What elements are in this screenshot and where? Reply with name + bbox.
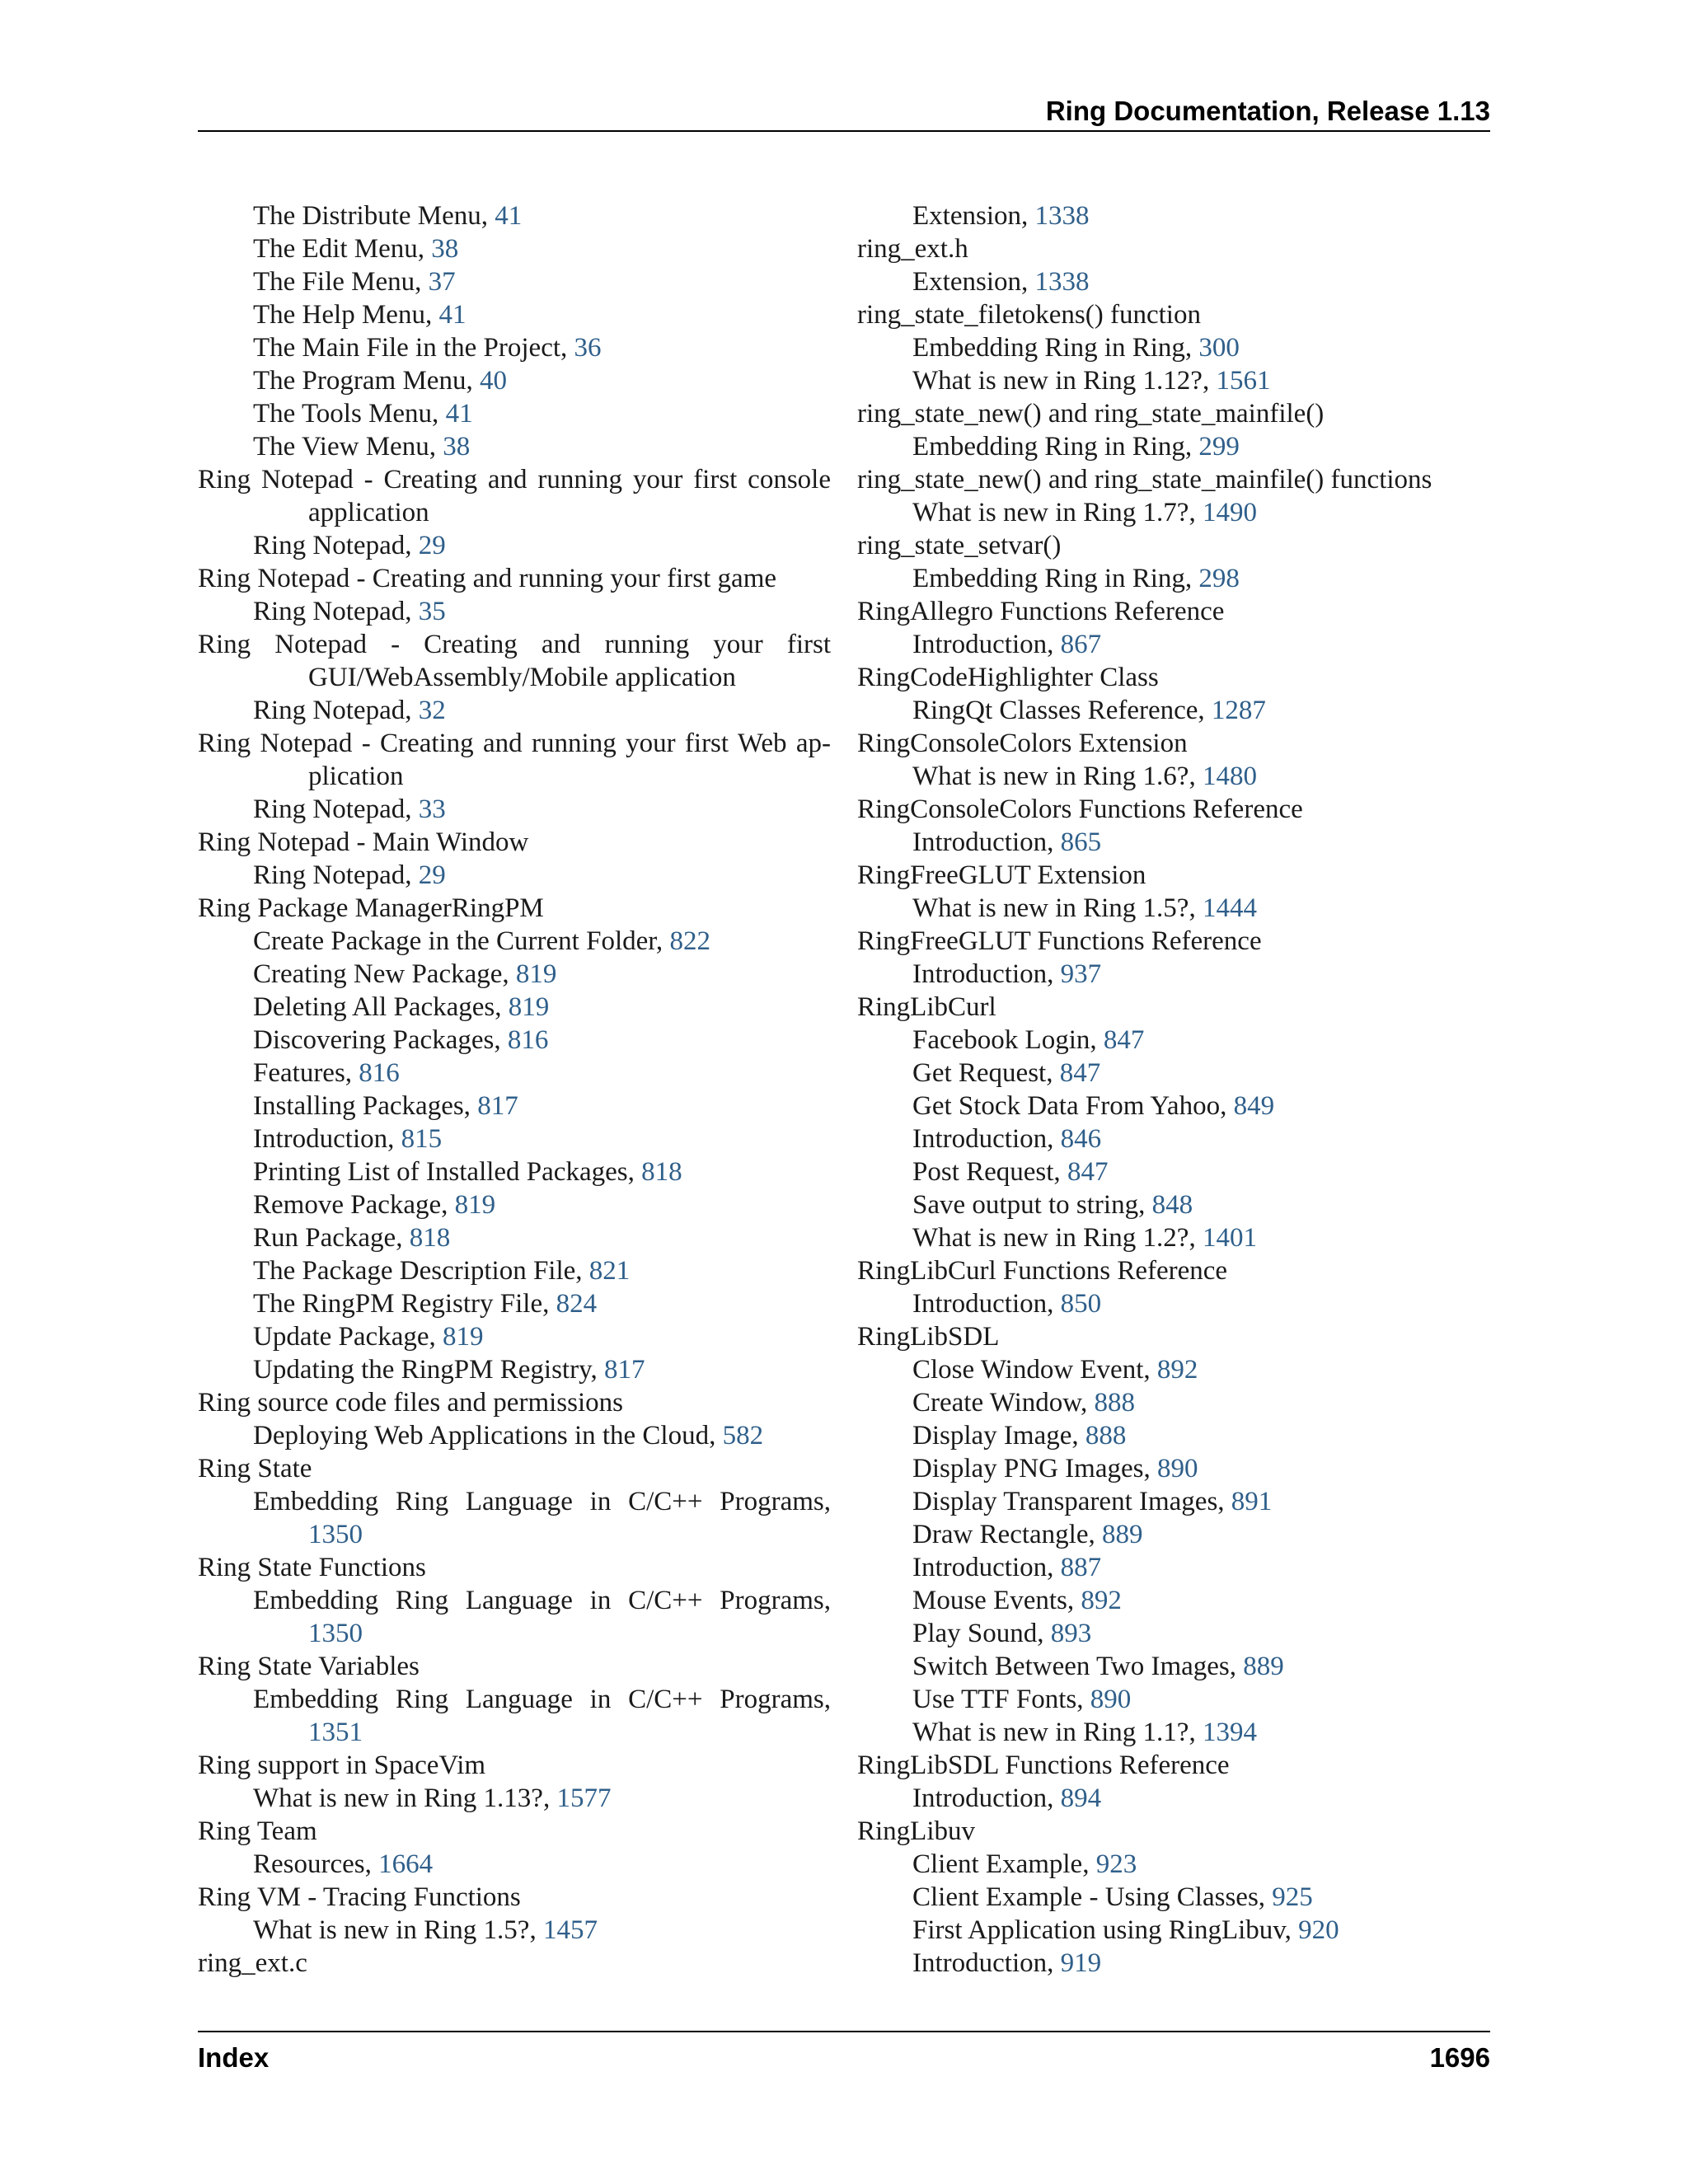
page-link[interactable]: 925 (1272, 1882, 1313, 1912)
index-subentry (857, 1650, 1490, 1683)
index-term (857, 595, 1490, 628)
entry-text: The View Menu, (253, 432, 443, 462)
entry-text: Switch Between Two Images, (912, 1652, 1244, 1681)
index-term (857, 1254, 1490, 1287)
index-term (198, 1815, 831, 1848)
index-term (857, 1320, 1490, 1353)
page-link[interactable]: 919 (1060, 1948, 1102, 1978)
page-footer (198, 2031, 1490, 2074)
index-term (857, 1815, 1490, 1848)
index-subentry (198, 397, 831, 430)
index-term (857, 1749, 1490, 1782)
index-term (857, 859, 1490, 892)
entry-text: The File Menu, (253, 267, 429, 297)
entry-text: Embedding Ring in Ring, (912, 432, 1199, 462)
entry-text: Introduction, (912, 1289, 1061, 1319)
entry-text: Extension, (912, 201, 1035, 231)
entry-text: ring_ext.h (857, 234, 968, 264)
entry-text: Embedding Ring in Ring, (912, 333, 1199, 363)
index-subentry (857, 1287, 1490, 1320)
page-link[interactable]: 865 (1060, 827, 1102, 857)
index-subentry (198, 1057, 831, 1090)
entry-text: ring_state_new() and ring_state_mainfile() functions (857, 465, 1432, 494)
index-subentry (857, 1716, 1490, 1749)
entry-text: Update Package, (253, 1322, 443, 1352)
document-title: Ring Documentation, Release 1.13 (1045, 96, 1490, 126)
page-link[interactable]: 41 (495, 201, 523, 231)
entry-text: The Main File in the Project, (253, 333, 574, 363)
index-term (198, 463, 831, 496)
entry-text: What is new in Ring 1.6?, (912, 762, 1203, 791)
page-link[interactable]: 822 (669, 926, 710, 956)
index-subentry (198, 1155, 831, 1188)
index-term (198, 1881, 831, 1914)
page-link[interactable]: 1351 (308, 1718, 363, 1747)
index-term (198, 727, 831, 760)
page-link[interactable]: 38 (431, 234, 459, 264)
page-link[interactable]: 1287 (1211, 696, 1266, 725)
page-link[interactable]: 849 (1233, 1091, 1275, 1121)
entry-text: Ring Notepad, (253, 696, 419, 725)
index-subentry (857, 1057, 1490, 1090)
index-subentry (198, 364, 831, 397)
entry-text: RingLibCurl Functions Reference (857, 1256, 1228, 1286)
entry-text: What is new in Ring 1.5?, (253, 1915, 543, 1945)
page-link[interactable]: 819 (508, 992, 550, 1022)
index-term (198, 1452, 831, 1485)
page-link[interactable]: 847 (1103, 1025, 1145, 1055)
index-subentry (857, 1518, 1490, 1551)
index-subentry (857, 1024, 1490, 1057)
entry-text: Display Transparent Images, (912, 1487, 1231, 1516)
index-term (857, 727, 1490, 760)
index-subentry (857, 562, 1490, 595)
index-term (857, 925, 1490, 958)
entry-text: Ring Notepad - Main Window (198, 827, 529, 857)
entry-text: Ring support in SpaceVim (198, 1750, 486, 1780)
entry-text: Use TTF Fonts, (912, 1685, 1090, 1714)
index-subentry (198, 1848, 831, 1881)
entry-text: Ring Notepad - Creating and running your first (198, 630, 831, 659)
entry-text: Draw Rectangle, (912, 1520, 1102, 1549)
entry-text: Ring Notepad, (253, 531, 419, 560)
entry-text: Extension, (912, 267, 1035, 297)
index-subentry (857, 1155, 1490, 1188)
entry-text: The Package Description File, (253, 1256, 589, 1286)
index-subentry (198, 298, 831, 331)
entry-text: RingLibSDL Functions Reference (857, 1750, 1230, 1780)
page-link[interactable]: 893 (1050, 1619, 1092, 1648)
entry-text: Introduction, (912, 630, 1061, 659)
page-link[interactable]: 32 (418, 696, 446, 725)
entry-text: Ring Notepad, (253, 794, 419, 824)
page-link[interactable]: 41 (438, 300, 467, 330)
entry-text: The Program Menu, (253, 366, 480, 396)
entry-text: Ring Notepad, (253, 860, 419, 890)
page-link[interactable]: 1444 (1202, 893, 1257, 923)
index-subentry (198, 991, 831, 1024)
index-subentry (198, 430, 831, 463)
entry-text: Remove Package, (253, 1190, 455, 1220)
page-link[interactable]: 1664 (378, 1849, 434, 1879)
index-subentry (857, 1881, 1490, 1914)
entry-text: What is new in Ring 1.1?, (912, 1718, 1203, 1747)
index-subentry (198, 1320, 831, 1353)
page-link[interactable]: 867 (1060, 630, 1102, 659)
entry-text: Ring Package ManagerRingPM (198, 893, 544, 923)
index-column-left (198, 199, 831, 1980)
entry-text: plication (308, 762, 404, 791)
page-link[interactable]: 817 (603, 1355, 645, 1385)
index-subentry (857, 199, 1490, 232)
page-link[interactable]: 923 (1095, 1849, 1137, 1879)
index-subentry (198, 1914, 831, 1947)
entry-text: Printing List of Installed Packages, (253, 1157, 642, 1187)
page-link[interactable]: 37 (428, 267, 456, 297)
index-subentry (857, 628, 1490, 661)
page-link[interactable]: 1350 (308, 1520, 363, 1549)
index-continuation (198, 1617, 831, 1650)
index-subentry (198, 1090, 831, 1122)
entry-text: Updating the RingPM Registry, (253, 1355, 604, 1385)
entry-text: Create Window, (912, 1388, 1095, 1418)
index-term (857, 529, 1490, 562)
page-link[interactable]: 819 (515, 959, 557, 989)
index-subentry (198, 1782, 831, 1815)
entry-text: Introduction, (912, 827, 1061, 857)
entry-text: Introduction, (912, 1553, 1061, 1582)
entry-text: Mouse Events, (912, 1586, 1081, 1615)
page-link[interactable]: 299 (1198, 432, 1240, 462)
page-link[interactable]: 38 (443, 432, 471, 462)
index-subentry (198, 958, 831, 991)
page-link[interactable]: 920 (1298, 1915, 1339, 1945)
entry-text: Embedding Ring Language in C/C++ Programs, (253, 1487, 831, 1516)
index-column-right (857, 199, 1490, 1980)
index-subentry (857, 1188, 1490, 1221)
page-link[interactable]: 891 (1231, 1487, 1273, 1516)
page-link[interactable]: 1561 (1216, 366, 1271, 396)
index-subentry (857, 1221, 1490, 1254)
entry-text: Ring State Functions (198, 1553, 426, 1582)
page-link[interactable]: 850 (1060, 1289, 1102, 1319)
page-link[interactable]: 1457 (542, 1915, 598, 1945)
index-subentry (857, 958, 1490, 991)
entry-text: Resources, (253, 1849, 379, 1879)
index-subentry (857, 265, 1490, 298)
entry-text: Features, (253, 1058, 359, 1088)
entry-text: Discovering Packages, (253, 1025, 508, 1055)
index-subentry (198, 595, 831, 628)
index-subentry (198, 1353, 831, 1386)
entry-text: RingFreeGLUT Functions Reference (857, 926, 1262, 956)
index-subentry (857, 1386, 1490, 1419)
index-subentry (198, 694, 831, 727)
entry-text: The Edit Menu, (253, 234, 432, 264)
index-subentry (857, 430, 1490, 463)
page-link[interactable]: 821 (588, 1256, 631, 1286)
index-subentry (198, 793, 831, 826)
entry-text: The Help Menu, (253, 300, 439, 330)
index-continuation (198, 760, 831, 793)
entry-text: Embedding Ring Language in C/C++ Programs, (253, 1586, 831, 1615)
entry-text: Ring Notepad, (253, 597, 419, 626)
page-link[interactable]: 1401 (1202, 1223, 1257, 1253)
index-term (198, 628, 831, 661)
index-term (198, 826, 831, 859)
page-link[interactable]: 846 (1060, 1124, 1102, 1154)
entry-text: What is new in Ring 1.5?, (912, 893, 1203, 923)
page-link[interactable]: 887 (1060, 1553, 1102, 1582)
entry-text: ring_state_setvar() (857, 531, 1062, 560)
page-link[interactable]: 892 (1156, 1355, 1198, 1385)
index-subentry (198, 1287, 831, 1320)
page-link[interactable]: 1338 (1034, 201, 1090, 231)
entry-text: Deleting All Packages, (253, 992, 509, 1022)
index-term (857, 397, 1490, 430)
entry-text: application (308, 498, 429, 527)
index-term (857, 298, 1490, 331)
entry-text: RingCodeHighlighter Class (857, 663, 1159, 692)
page-link[interactable]: 1338 (1034, 267, 1090, 297)
index-continuation (198, 1518, 831, 1551)
index-subentry (857, 1848, 1490, 1881)
index-subentry (198, 1584, 831, 1617)
index-subentry (857, 1122, 1490, 1155)
index-subentry (857, 1782, 1490, 1815)
page-link[interactable]: 847 (1059, 1058, 1101, 1088)
index-term (857, 463, 1490, 496)
page-link[interactable]: 36 (574, 333, 602, 363)
entry-text: The Distribute Menu, (253, 201, 495, 231)
entry-text: Display PNG Images, (912, 1454, 1157, 1483)
page-link[interactable]: 1350 (308, 1619, 363, 1648)
entry-text: ring_state_new() and ring_state_mainfile() (857, 399, 1325, 429)
index-subentry (857, 826, 1490, 859)
page-link[interactable]: 889 (1243, 1652, 1284, 1681)
entry-text: Ring State Variables (198, 1652, 420, 1681)
page-link[interactable]: 816 (507, 1025, 549, 1055)
entry-text: Embedding Ring in Ring, (912, 564, 1199, 593)
entry-text: Close Window Event, (912, 1355, 1157, 1385)
index-term (198, 1386, 831, 1419)
index-subentry (857, 1617, 1490, 1650)
index-subentry (198, 1221, 831, 1254)
entry-text: ring_state_filetokens() function (857, 300, 1201, 330)
page-link[interactable]: 1577 (556, 1783, 612, 1813)
page-link[interactable]: 824 (556, 1289, 598, 1319)
entry-text: The RingPM Registry File, (253, 1289, 556, 1319)
entry-text: Installing Packages, (253, 1091, 478, 1121)
index-term (198, 1551, 831, 1584)
entry-text: RingConsoleColors Extension (857, 729, 1188, 758)
entry-text: RingFreeGLUT Extension (857, 860, 1146, 890)
page-link[interactable]: 582 (722, 1421, 764, 1451)
page-link[interactable]: 892 (1081, 1586, 1122, 1615)
page-link[interactable]: 847 (1067, 1157, 1109, 1187)
page-link[interactable]: 894 (1060, 1783, 1102, 1813)
entry-text: Ring source code files and permissions (198, 1388, 623, 1418)
index-subentry (857, 892, 1490, 925)
entry-text: Create Package in the Current Folder, (253, 926, 670, 956)
entry-text: What is new in Ring 1.7?, (912, 498, 1203, 527)
entry-text: RingLibuv (857, 1816, 976, 1846)
entry-text: Ring Team (198, 1816, 317, 1846)
entry-text: RingLibCurl (857, 992, 996, 1022)
index-subentry (857, 1485, 1490, 1518)
page-link[interactable]: 890 (1090, 1685, 1132, 1714)
index-subentry (857, 1452, 1490, 1485)
entry-text: Ring Notepad - Creating and running your first game (198, 564, 777, 593)
index-subentry (857, 760, 1490, 793)
entry-text: Client Example - Using Classes, (912, 1882, 1273, 1912)
index-subentry (857, 1947, 1490, 1980)
index-subentry (198, 1419, 831, 1452)
index-subentry (198, 265, 831, 298)
index-subentry (198, 529, 831, 562)
entry-text: Facebook Login, (912, 1025, 1104, 1055)
index-subentry (857, 1584, 1490, 1617)
entry-text: Play Sound, (912, 1619, 1051, 1648)
page-link[interactable]: 29 (418, 531, 446, 560)
page-link[interactable]: 816 (359, 1058, 400, 1088)
page-link[interactable]: 41 (445, 399, 473, 429)
index-subentry (198, 1254, 831, 1287)
footer-section: Index (198, 2042, 270, 2073)
index-continuation (198, 1716, 831, 1749)
index-subentry (857, 1914, 1490, 1947)
index-subentry (198, 331, 831, 364)
page-link[interactable]: 33 (418, 794, 446, 824)
page-link[interactable]: 889 (1102, 1520, 1143, 1549)
index-subentry (857, 1090, 1490, 1122)
entry-text: ring_ext.c (198, 1948, 307, 1978)
index-subentry (857, 496, 1490, 529)
index-subentry (198, 859, 831, 892)
page-link[interactable]: 819 (454, 1190, 496, 1220)
index-subentry (857, 1353, 1490, 1386)
entry-text: Ring VM - Tracing Functions (198, 1882, 521, 1912)
index-term (198, 892, 831, 925)
index-subentry (857, 364, 1490, 397)
index-term (198, 1947, 831, 1980)
entry-text: GUI/WebAssembly/Mobile application (308, 663, 736, 692)
entry-text: What is new in Ring 1.13?, (253, 1783, 557, 1813)
entry-text: Ring State (198, 1454, 312, 1483)
index-subentry (857, 1419, 1490, 1452)
page-link[interactable]: 890 (1156, 1454, 1198, 1483)
entry-text: Introduction, (912, 1783, 1061, 1813)
index-subentry (857, 694, 1490, 727)
page-link[interactable]: 819 (443, 1322, 484, 1352)
entry-text: Embedding Ring Language in C/C++ Programs, (253, 1685, 831, 1714)
index-subentry (198, 1122, 831, 1155)
index-subentry (198, 925, 831, 958)
entry-text: Save output to string, (912, 1190, 1152, 1220)
page-link[interactable]: 815 (401, 1124, 443, 1154)
entry-text: Creating New Package, (253, 959, 516, 989)
page-link[interactable]: 300 (1198, 333, 1240, 363)
page-link[interactable]: 1394 (1202, 1718, 1257, 1747)
page-link[interactable]: 29 (418, 860, 446, 890)
page-number: 1696 (1429, 2042, 1490, 2073)
index-subentry (198, 199, 831, 232)
entry-text: The Tools Menu, (253, 399, 446, 429)
index-term (198, 1650, 831, 1683)
entry-text: Deploying Web Applications in the Cloud, (253, 1421, 723, 1451)
index-continuation (198, 661, 831, 694)
entry-text: Display Image, (912, 1421, 1085, 1451)
page-link[interactable]: 848 (1151, 1190, 1193, 1220)
index-term (198, 1749, 831, 1782)
entry-text: Introduction, (912, 959, 1061, 989)
index-subentry (198, 1024, 831, 1057)
page-link[interactable]: 937 (1060, 959, 1102, 989)
index-term (198, 562, 831, 595)
page-link[interactable]: 1480 (1202, 762, 1257, 791)
page-link[interactable]: 818 (409, 1223, 451, 1253)
entry-text: Ring Notepad - Creating and running your first Web ap- (198, 729, 831, 758)
entry-text: Get Stock Data From Yahoo, (912, 1091, 1234, 1121)
index-term (857, 232, 1490, 265)
index-term (857, 991, 1490, 1024)
index-subentry (857, 331, 1490, 364)
entry-text: First Application using RingLibuv, (912, 1915, 1299, 1945)
entry-text: RingConsoleColors Functions Reference (857, 794, 1303, 824)
entry-text: Ring Notepad - Creating and running your first console (198, 465, 831, 494)
entry-text: Get Request, (912, 1058, 1060, 1088)
index-subentry (198, 1485, 831, 1518)
entry-text: Run Package, (253, 1223, 410, 1253)
entry-text: Client Example, (912, 1849, 1096, 1879)
entry-text: Introduction, (912, 1124, 1061, 1154)
index-subentry (857, 1683, 1490, 1716)
index-term (857, 793, 1490, 826)
index-subentry (198, 1683, 831, 1716)
page-link[interactable]: 40 (479, 366, 507, 396)
page-link[interactable]: 35 (418, 597, 446, 626)
page-link[interactable]: 888 (1085, 1421, 1127, 1451)
page-link[interactable]: 888 (1094, 1388, 1135, 1418)
entry-text: Post Request, (912, 1157, 1067, 1187)
running-header (198, 92, 1490, 132)
entry-text: RingQt Classes Reference, (912, 696, 1212, 725)
page-link[interactable]: 298 (1198, 564, 1240, 593)
entry-text: Introduction, (912, 1948, 1061, 1978)
index-subentry (857, 1551, 1490, 1584)
index-subentry (198, 232, 831, 265)
entry-text: What is new in Ring 1.2?, (912, 1223, 1203, 1253)
index-term (857, 661, 1490, 694)
entry-text: RingAllegro Functions Reference (857, 597, 1225, 626)
entry-text: RingLibSDL (857, 1322, 1000, 1352)
entry-text: What is new in Ring 1.12?, (912, 366, 1217, 396)
index-subentry (198, 1188, 831, 1221)
index-continuation (198, 496, 831, 529)
page-link[interactable]: 1490 (1202, 498, 1257, 527)
page-link[interactable]: 817 (477, 1091, 518, 1121)
page-link[interactable]: 818 (641, 1157, 682, 1187)
entry-text: Introduction, (253, 1124, 401, 1154)
